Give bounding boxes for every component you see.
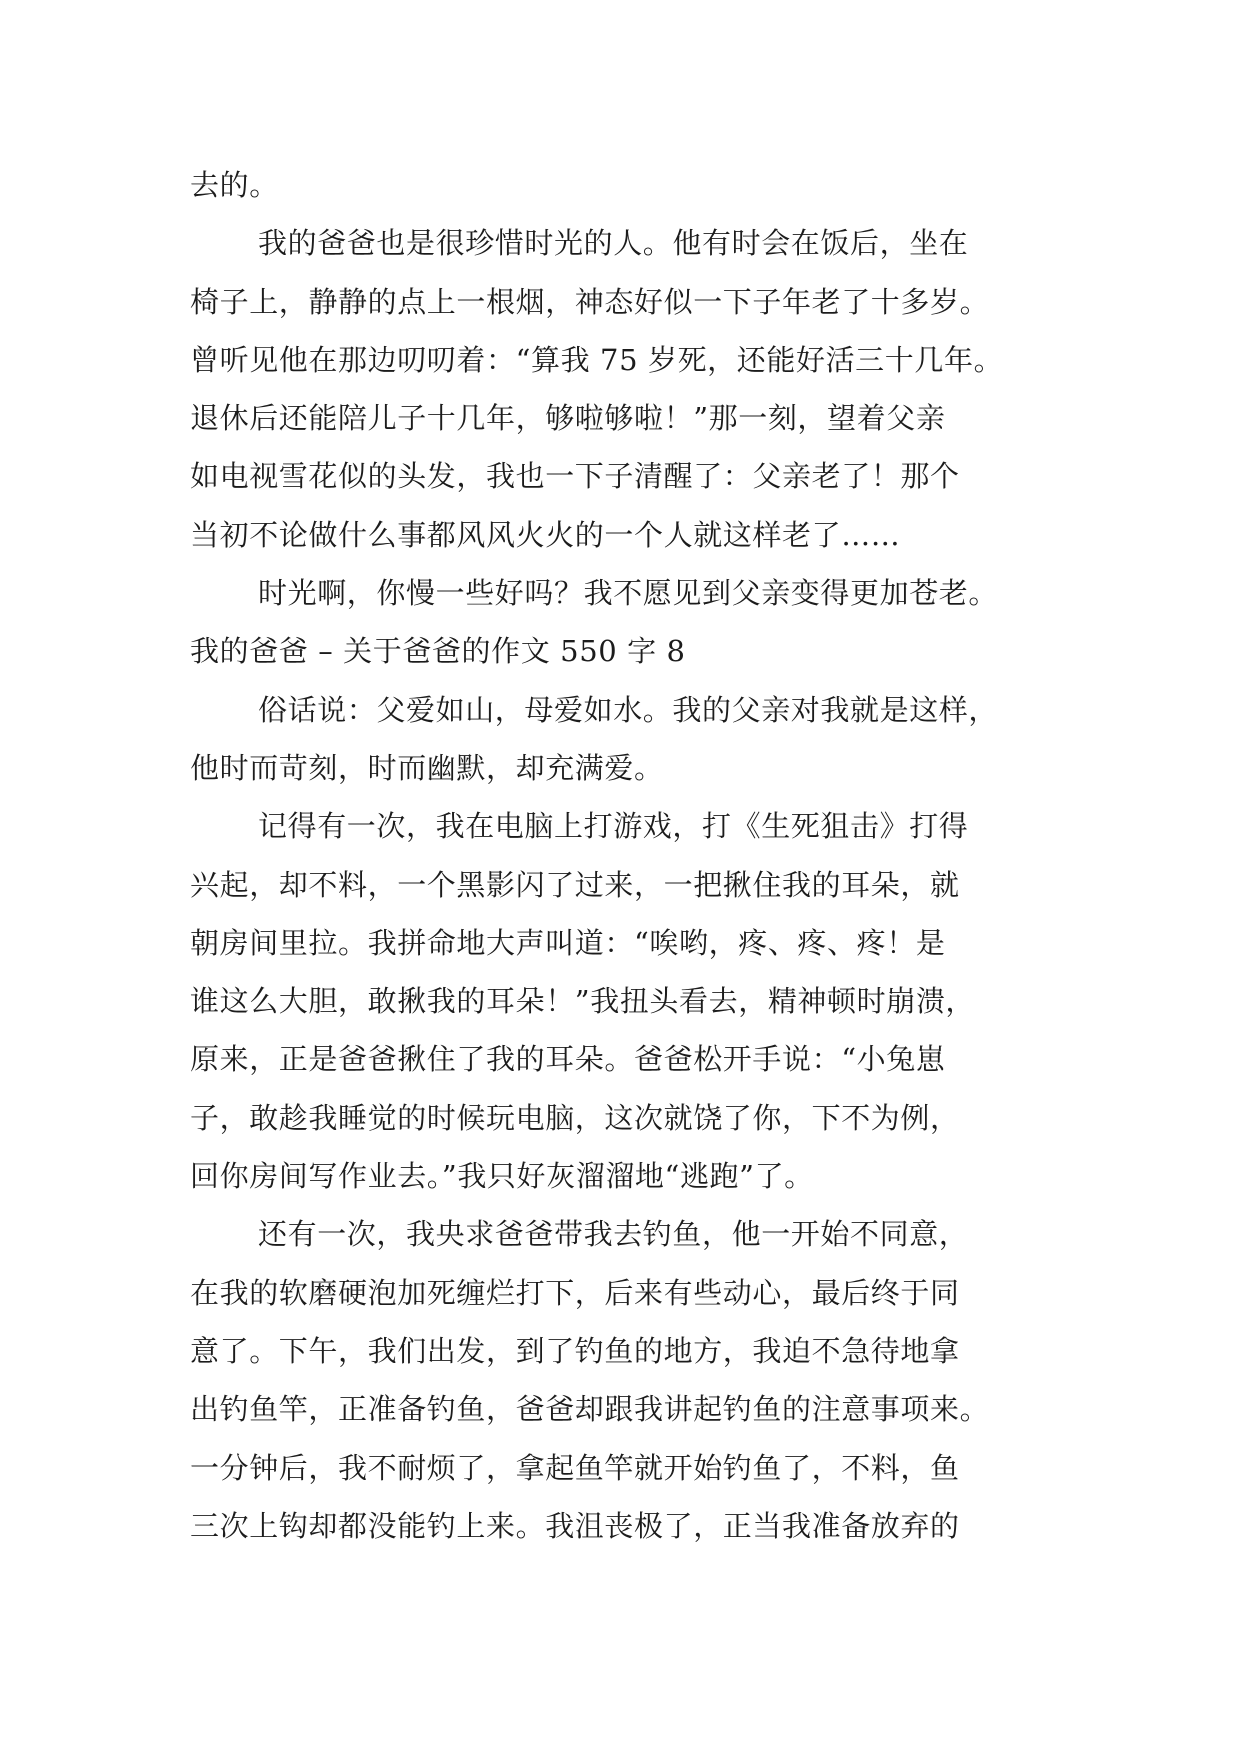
text-line: 如电视雪花似的头发，我也一下子清醒了：父亲老了！那个: [190, 459, 960, 494]
text-line: 三次上钩却都没能钓上来。我沮丧极了，正当我准备放弃的: [190, 1508, 960, 1543]
text-line: 退休后还能陪儿子十几年，够啦够啦！”那一刻，望着父亲: [190, 401, 946, 436]
text-line: 意了。下午，我们出发，到了钓鱼的地方，我迫不急待地拿: [190, 1333, 960, 1368]
essay-body: [190, 156, 1050, 1555]
text-line: 记得有一次，我在电脑上打游戏，打《生死狙击》打得: [258, 809, 969, 844]
text-line: 当初不论做什么事都风风火火的一个人就这样老了……: [190, 517, 901, 552]
text-line: 出钓鱼竿，正准备钓鱼，爸爸却跟我讲起钓鱼的注意事项来。: [190, 1392, 990, 1427]
text-line: 兴起，却不料，一个黑影闪了过来，一把揪住我的耳朵，就: [190, 867, 960, 902]
text-line: 我的爸爸也是很珍惜时光的人。他有时会在饭后，坐在: [258, 226, 969, 261]
text-line: 椅子上，静静的点上一根烟，神态好似一下子年老了十多岁。: [190, 284, 990, 319]
text-line: 曾听见他在那边叨叨着：“算我 75 岁死，还能好活三十几年。: [190, 342, 1004, 377]
text-line: 在我的软磨硬泡加死缠烂打下，后来有些动心，最后终于同: [190, 1275, 960, 1310]
text-line: 还有一次，我央求爸爸带我去钓鱼，他一开始不同意，: [258, 1217, 969, 1252]
text-line: 时光啊，你慢一些好吗？我不愿见到父亲变得更加苍老。: [258, 576, 999, 611]
text-line: 朝房间里拉。我拼命地大声叫道：“唉哟，疼、疼、疼！是: [190, 925, 946, 960]
text-line: 一分钟后，我不耐烦了，拿起鱼竿就开始钓鱼了，不料，鱼: [190, 1450, 960, 1485]
text-line: 回你房间写作业去。”我只好灰溜溜地“逃跑”了。: [190, 1159, 814, 1194]
text-line: 原来，正是爸爸揪住了我的耳朵。爸爸松开手说：“小兔崽: [190, 1042, 946, 1077]
text-line: 子，敢趁我睡觉的时候玩电脑，这次就饶了你，下不为例，: [190, 1100, 960, 1135]
text-line: 俗话说：父爱如山，母爱如水。我的父亲对我就是这样，: [258, 692, 999, 727]
essay-heading: 我的爸爸 – 关于爸爸的作文 550 字 8: [190, 634, 686, 669]
text-line: 去的。: [190, 168, 279, 202]
text-line: 他时而苛刻，时而幽默，却充满爱。: [190, 750, 664, 785]
text-line: 谁这么大胆，敢揪我的耳朵！”我扭头看去，精神顿时崩溃，: [190, 984, 976, 1019]
